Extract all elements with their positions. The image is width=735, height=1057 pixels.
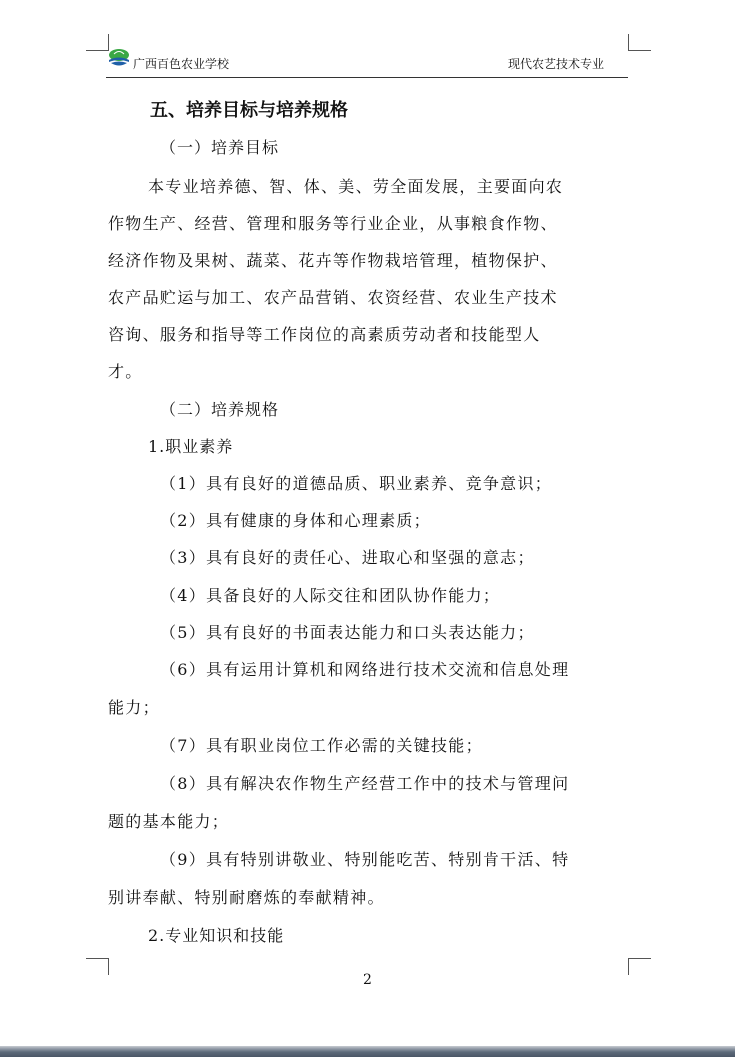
objective-line: 经济作物及果树、蔬菜、花卉等作物栽培管理，植物保护、: [108, 251, 558, 270]
page-header: [108, 44, 628, 76]
window-bottom-edge: [0, 1046, 735, 1057]
crop-mark-top-right: [628, 34, 651, 51]
objective-line: 才。: [108, 362, 143, 381]
list-item: （5）具有良好的书面表达能力和口头表达能力；: [160, 623, 535, 642]
list-item: （7）具有职业岗位工作必需的关键技能；: [160, 736, 483, 755]
objective-line: 咨询、服务和指导等工作岗位的高素质劳动者和技能型人: [108, 325, 541, 344]
specification-heading: （二）培养规格: [160, 400, 280, 419]
list-item-continuation: 别讲奉献、特别耐磨炼的奉献精神。: [108, 888, 385, 907]
objective-line: 作物生产、经营、管理和服务等行业企业，从事粮食作物、: [108, 214, 558, 233]
list-item: （9）具有特别讲敬业、特别能吃苦、特别肯干活、特: [160, 850, 570, 869]
header-divider: [106, 77, 628, 78]
crop-mark-top-left: [86, 34, 109, 51]
list-item: （3）具有良好的责任心、进取心和坚强的意志；: [160, 548, 535, 567]
list-item-continuation: 题的基本能力；: [108, 812, 230, 831]
subsection-heading: 1.职业素养: [148, 437, 234, 456]
list-item: （6）具有运用计算机和网络进行技术交流和信息处理: [160, 660, 570, 679]
subsection-heading: 2.专业知识和技能: [148, 926, 285, 945]
school-logo-icon: [108, 47, 130, 69]
page-number: 2: [363, 972, 372, 988]
list-item: （4）具备良好的人际交往和团队协作能力；: [160, 586, 501, 605]
major-name: 现代农艺技术专业: [507, 57, 604, 71]
objective-line: 农产品贮运与加工、农产品营销、农资经营、农业生产技术: [108, 288, 558, 307]
objective-heading: （一）培养目标: [160, 138, 280, 157]
list-item: （8）具有解决农作物生产经营工作中的技术与管理问: [160, 774, 570, 793]
list-item-continuation: 能力；: [108, 698, 160, 717]
list-item: （1）具有良好的道德品质、职业素养、竞争意识；: [160, 474, 553, 493]
objective-line: 本专业培养德、智、体、美、劳全面发展，主要面向农: [148, 177, 564, 196]
list-item: （2）具有健康的身体和心理素质；: [160, 511, 431, 530]
section-title: 五、培养目标与培养规格: [150, 100, 348, 121]
school-name: 广西百色农业学校: [133, 57, 230, 71]
